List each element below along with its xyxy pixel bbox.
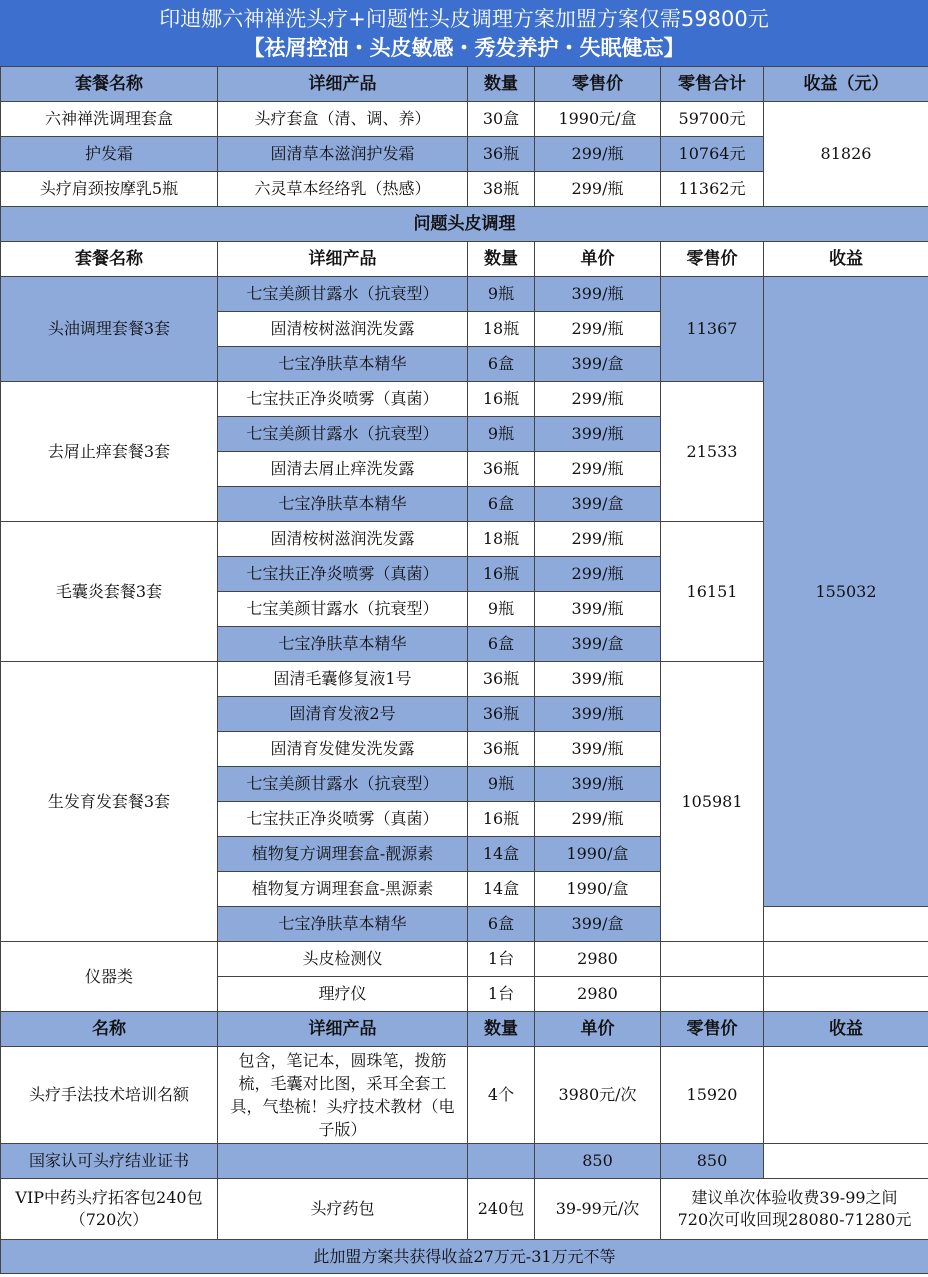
sec1-header-row [1,67,928,102]
unit-price: 850 [535,1144,661,1179]
training-name: 头疗手法技术培训名额 [1,1047,218,1144]
sec3-header-row [1,1012,928,1047]
retail-total: 11362元 [661,172,764,207]
product-name: 七宝美颜甘露水（抗衰型） [218,592,468,627]
product-name: 固清育发健发洗发露 [218,732,468,767]
empty-cell [764,1144,928,1179]
unit-price: 299/瓶 [535,137,661,172]
product-name: 植物复方调理套盒-黑源素 [218,872,468,907]
quantity: 38瓶 [468,172,535,207]
sec2-header-row [1,242,928,277]
quantity: 9瓶 [468,767,535,802]
col-header-retail: 零售价 [535,67,661,102]
col-header-unit-price: 单价 [535,242,661,277]
quantity: 1台 [468,942,535,977]
unit-price: 399/瓶 [535,592,661,627]
col-header-product: 详细产品 [218,1012,468,1047]
product-name: 六灵草本经络乳（热感） [218,172,468,207]
col-header-qty: 数量 [468,67,535,102]
col-header-retail: 零售价 [661,242,764,277]
package-name: 头油调理套餐3套 [1,277,218,382]
section-title: 问题头皮调理 [1,207,928,242]
vip-note [661,1179,928,1240]
product-name: 七宝美颜甘露水（抗衰型） [218,417,468,452]
unit-price: 299/瓶 [535,522,661,557]
group-retail: 21533 [661,382,764,522]
plan-table [0,66,928,1274]
unit-price: 39-99元/次 [535,1179,661,1240]
table-row [1,277,928,312]
unit-price: 1990/盒 [535,872,661,907]
sec1-income: 81826 [764,102,928,207]
package-name: 仪器类 [1,942,218,1012]
unit-price: 399/瓶 [535,767,661,802]
col-header-product: 详细产品 [218,242,468,277]
unit-price: 299/瓶 [535,452,661,487]
group-retail: 16151 [661,522,764,662]
quantity: 36瓶 [468,137,535,172]
quantity: 14盒 [468,837,535,872]
product-name: 固清去屑止痒洗发露 [218,452,468,487]
table-row [1,1179,928,1240]
unit-price: 1990元/盒 [535,102,661,137]
quantity: 9瓶 [468,592,535,627]
unit-price: 2980 [535,977,661,1012]
empty-cell [661,977,764,1012]
product-name: 七宝扶正净炎喷雾（真菌） [218,802,468,837]
quantity: 9瓶 [468,277,535,312]
product-name: 头疗套盒（清、调、养） [218,102,468,137]
col-header-package: 套餐名称 [1,242,218,277]
col-header-qty: 数量 [468,1012,535,1047]
sec2-income: 155032 [764,277,928,907]
quantity: 36瓶 [468,732,535,767]
quantity: 6盒 [468,627,535,662]
product-name: 固清育发液2号 [218,697,468,732]
retail-total: 59700元 [661,102,764,137]
vip-name [1,1179,218,1240]
col-header-income: 收益 [764,1012,928,1047]
product-name: 头疗药包 [218,1179,468,1240]
quantity: 16瓶 [468,382,535,417]
quantity: 30盒 [468,102,535,137]
unit-price: 399/瓶 [535,732,661,767]
retail: 850 [661,1144,764,1179]
empty-cell [661,942,764,977]
quantity: 4个 [468,1047,535,1144]
col-header-unit-price: 单价 [535,1012,661,1047]
quantity: 18瓶 [468,312,535,347]
vip-note-line-2: 720次可收回现28080-71280元 [677,1210,912,1229]
quantity: 240包 [468,1179,535,1240]
sec2-title-row [1,207,928,242]
product-name: 七宝美颜甘露水（抗衰型） [218,277,468,312]
quantity: 6盒 [468,907,535,942]
vip-name-line-1: VIP中药头疗拓客包240包 [15,1188,203,1207]
product-name: 七宝净肤草本精华 [218,907,468,942]
unit-price: 299/瓶 [535,312,661,347]
unit-price: 399/瓶 [535,277,661,312]
quantity: 36瓶 [468,697,535,732]
product-name: 头皮检测仪 [218,942,468,977]
col-header-retail-total: 零售合计 [661,67,764,102]
table-row [1,102,928,137]
table-row [1,1047,928,1144]
unit-price: 399/瓶 [535,662,661,697]
product-name: 七宝净肤草本精华 [218,487,468,522]
quantity: 16瓶 [468,557,535,592]
unit-price: 299/瓶 [535,557,661,592]
unit-price: 399/盒 [535,627,661,662]
retail-total: 10764元 [661,137,764,172]
empty-cell [764,1047,928,1144]
empty-cell [764,942,928,977]
footer-row [1,1240,928,1274]
unit-price: 399/盒 [535,347,661,382]
package-name: 头疗肩颈按摩乳5瓶 [1,172,218,207]
training-detail: 包含，笔记本，圆珠笔，拨筋梳，毛囊对比图，采耳全套工具，气垫梳！头疗技术教材（电子版） [218,1047,468,1144]
empty-cell [218,1144,468,1179]
footer-summary: 此加盟方案共获得收益27万元-31万元不等 [1,1240,928,1274]
product-name: 固清桉树滋润洗发露 [218,312,468,347]
certificate-name: 国家认可头疗结业证书 [1,1144,218,1179]
package-name: 生发育发套餐3套 [1,662,218,942]
package-name: 六神禅洗调理套盒 [1,102,218,137]
unit-price: 299/瓶 [535,802,661,837]
vip-note-line-1: 建议单次体验收费39-99之间 [691,1188,898,1207]
quantity: 9瓶 [468,417,535,452]
title-line-1: 印迪娜六神禅洗头疗+问题性头皮调理方案加盟方案仅需59800元 [159,7,769,31]
col-header-qty: 数量 [468,242,535,277]
quantity: 36瓶 [468,452,535,487]
product-name: 固清毛囊修复液1号 [218,662,468,697]
col-header-product: 详细产品 [218,67,468,102]
col-header-income: 收益 [764,242,928,277]
unit-price: 1990/盒 [535,837,661,872]
col-header-package: 套餐名称 [1,67,218,102]
product-name: 理疗仪 [218,977,468,1012]
empty-cell [764,977,928,1012]
table-row [1,942,928,977]
package-name: 去屑止痒套餐3套 [1,382,218,522]
quantity: 6盒 [468,487,535,522]
quantity: 14盒 [468,872,535,907]
quantity: 1台 [468,977,535,1012]
title-line-2: 【祛屑控油・头皮敏感・秀发养护・失眠健忘】 [243,36,685,60]
group-retail: 105981 [661,662,764,942]
unit-price: 3980元/次 [535,1047,661,1144]
unit-price: 399/瓶 [535,417,661,452]
quantity: 18瓶 [468,522,535,557]
quantity: 6盒 [468,347,535,382]
product-name: 七宝美颜甘露水（抗衰型） [218,767,468,802]
group-retail: 11367 [661,277,764,382]
unit-price: 299/瓶 [535,172,661,207]
col-header-income: 收益（元） [764,67,928,102]
unit-price: 399/瓶 [535,697,661,732]
vip-name-line-2: （720次） [69,1210,149,1229]
unit-price: 399/盒 [535,487,661,522]
quantity: 36瓶 [468,662,535,697]
package-name: 护发霜 [1,137,218,172]
product-name: 七宝净肤草本精华 [218,347,468,382]
table-row [1,1144,928,1179]
product-name: 固清桉树滋润洗发露 [218,522,468,557]
product-name: 植物复方调理套盒-靓源素 [218,837,468,872]
unit-price: 2980 [535,942,661,977]
title-banner [0,0,928,66]
package-name: 毛囊炎套餐3套 [1,522,218,662]
quantity: 16瓶 [468,802,535,837]
col-header-retail: 零售价 [661,1012,764,1047]
unit-price: 399/盒 [535,907,661,942]
product-name: 固清草本滋润护发霜 [218,137,468,172]
empty-cell [468,1144,535,1179]
product-name: 七宝扶正净炎喷雾（真菌） [218,557,468,592]
product-name: 七宝扶正净炎喷雾（真菌） [218,382,468,417]
product-name: 七宝净肤草本精华 [218,627,468,662]
col-header-name: 名称 [1,1012,218,1047]
retail: 15920 [661,1047,764,1144]
unit-price: 299/瓶 [535,382,661,417]
